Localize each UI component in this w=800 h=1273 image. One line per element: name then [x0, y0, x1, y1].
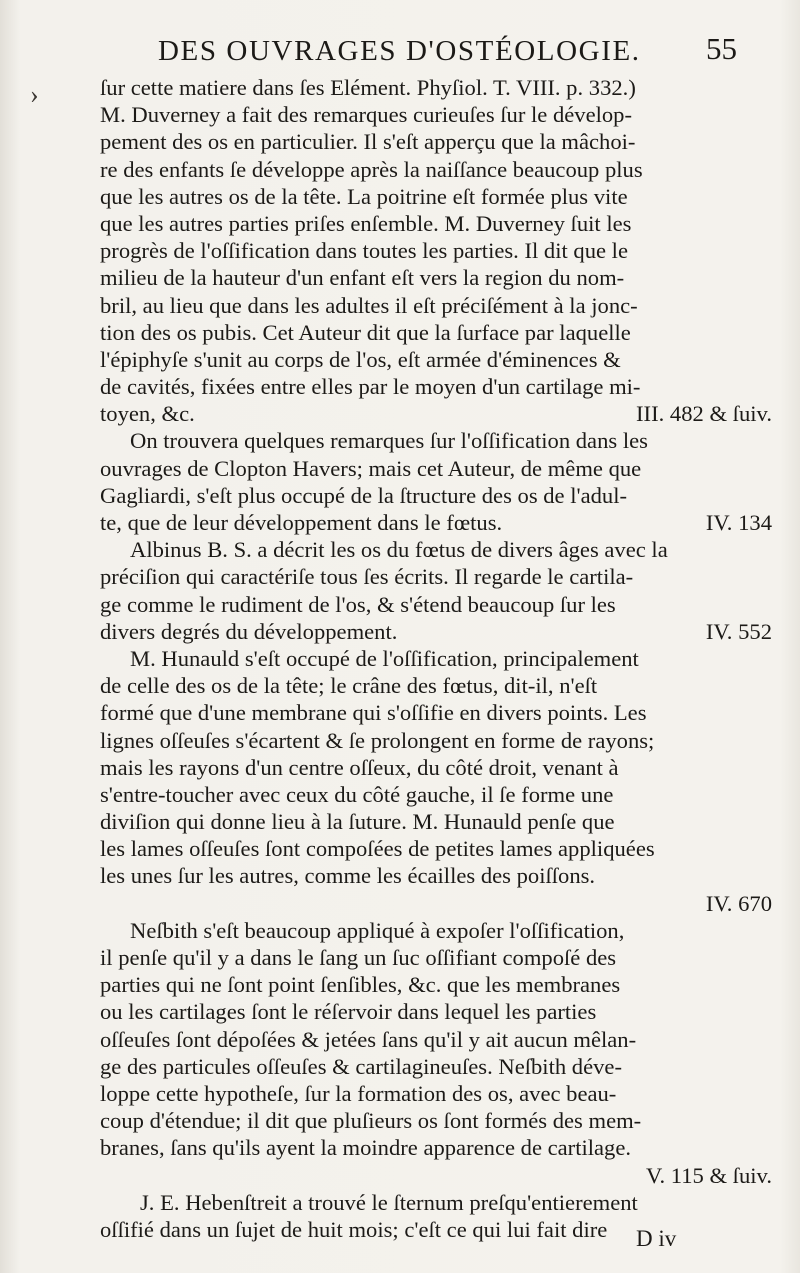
text-line: bril, au lieu que dans les adultes il eſt préciſément à la jonc- [100, 292, 638, 318]
text-line: de cavités, fixées entre elles par le moyen d'un cartilage mi- [100, 374, 641, 400]
text-line: les unes ſur les autres, comme les écailles des poiſſons. [100, 863, 596, 889]
running-title: DES OUVRAGES D'OSTÉOLOGIE. [158, 35, 641, 67]
text-line: l'épiphyſe s'unit au corps de l'os, eſt armée d'éminences & [100, 346, 621, 372]
margin-mark: › [30, 80, 39, 109]
text-line: ge comme le rudiment de l'os, & s'étend beaucoup ſur les [100, 591, 616, 617]
text-line: te, que de leur développement dans le fœtus. [100, 510, 503, 535]
text-line: oſſeuſes ſont dépoſées & jetées ſans qu'il y ait aucun mêlan- [100, 1026, 637, 1052]
text-line: branes, ſans qu'ils ayent la moindre apparence de cartilage. [100, 1135, 632, 1161]
text-line: progrès de l'oſſification dans toutes les parties. Il dit que le [100, 238, 628, 264]
citation-reference: IV. 670 [705, 890, 772, 916]
text-line: tion des os pubis. Cet Auteur dit que la ſurface par laquelle [100, 319, 631, 345]
text-line: parties qui ne ſont point ſenſibles, &c. que les membranes [100, 972, 621, 998]
text-line: les lames oſſeuſes ſont compoſées de petites lames appliquées [100, 836, 655, 862]
text-line: M. Duverney a fait des remarques curieuſes ſur le dévelop- [100, 102, 633, 128]
text-line: milieu de la hauteur d'un enfant eſt vers la region du nom- [100, 265, 625, 291]
text-line: loppe cette hypotheſe, ſur la formation des os, avec beau- [100, 1080, 617, 1106]
text-line: diviſion qui donne lieu à la ſuture. M. Hunauld penſe que [100, 809, 615, 835]
text-line: ou les cartilages ſont le réſervoir dans lequel les parties [100, 999, 597, 1025]
text-line: pement des os en particulier. Il s'eſt apperçu que la mâchoi- [100, 129, 636, 155]
text-line: préciſion qui caractériſe tous ſes écrits. Il regarde le cartila- [100, 564, 634, 590]
citation-reference: IV. 552 [705, 618, 772, 644]
text-line: On trouvera quelques remarques ſur l'oſſification dans les [130, 428, 648, 454]
text-line: Gagliardi, s'eſt plus occupé de la ſtructure des os de l'adul- [100, 482, 628, 508]
citation-reference: V. 115 & ſuiv. [646, 1162, 772, 1188]
text-line: que les autres parties priſes enſemble. M. Duverney ſuit les [100, 210, 632, 236]
text-line-with-reference [100, 400, 772, 427]
citation-reference: IV. 134 [705, 510, 772, 535]
text-line: re des enfants ſe développe après la naiſſance beaucoup plus [100, 156, 643, 182]
text-line: ſur cette matiere dans ſes Elément. Phyſiol. T. VIII. p. 332.) [100, 75, 636, 100]
text-line: divers degrés du développement. [100, 618, 398, 644]
text-line: ouvrages de Clopton Havers; mais cet Auteur, de même que [100, 455, 642, 481]
text-line: coup d'étendue; il dit que pluſieurs os ſont formés des mem- [100, 1108, 642, 1134]
text-line: Albinus B. S. a décrit les os du fœtus de divers âges avec la [130, 537, 668, 563]
text-line: M. Hunauld s'eſt occupé de l'oſſification, principalement [130, 645, 639, 671]
signature-mark: D iv [636, 1226, 677, 1251]
text-line: formé que d'une membrane qui s'oſſifie en divers points. Les [100, 700, 647, 726]
text-line-with-reference [100, 509, 772, 536]
citation-reference: III. 482 & ſuiv. [636, 401, 772, 427]
text-line: que les autres os de la tête. La poitrine eſt formée plus vite [100, 183, 628, 209]
page-number: 55 [706, 31, 737, 66]
text-line: ge des particules oſſeuſes & cartilagineuſes. Neſbith déve- [100, 1053, 622, 1079]
text-line: il penſe qu'il y a dans le ſang un ſuc oſſifiant compoſé des [100, 945, 617, 970]
text-line: s'entre-toucher avec ceux du côté gauche, il ſe forme une [100, 781, 614, 807]
text-line: de celle des os de la tête; le crâne des fœtus, dit-il, n'eſt [100, 673, 598, 699]
text-line: Neſbith s'eſt beaucoup appliqué à expoſer l'oſſification, [130, 917, 625, 943]
text-line: mais les rayons d'un centre oſſeux, du côté droit, venant à [100, 754, 619, 780]
body-text [100, 74, 772, 1243]
text-line: toyen, &c. [100, 401, 195, 427]
text-line: oſſifié dans un ſujet de huit mois; c'eſt ce qui lui fait dire [100, 1216, 608, 1242]
text-line: lignes oſſeuſes s'écartent & ſe prolongent en forme de rayons; [100, 727, 655, 753]
text-line-with-reference [100, 618, 772, 645]
text-line: J. E. Hebenſtreit a trouvé le ſternum preſqu'entierement [140, 1189, 638, 1215]
